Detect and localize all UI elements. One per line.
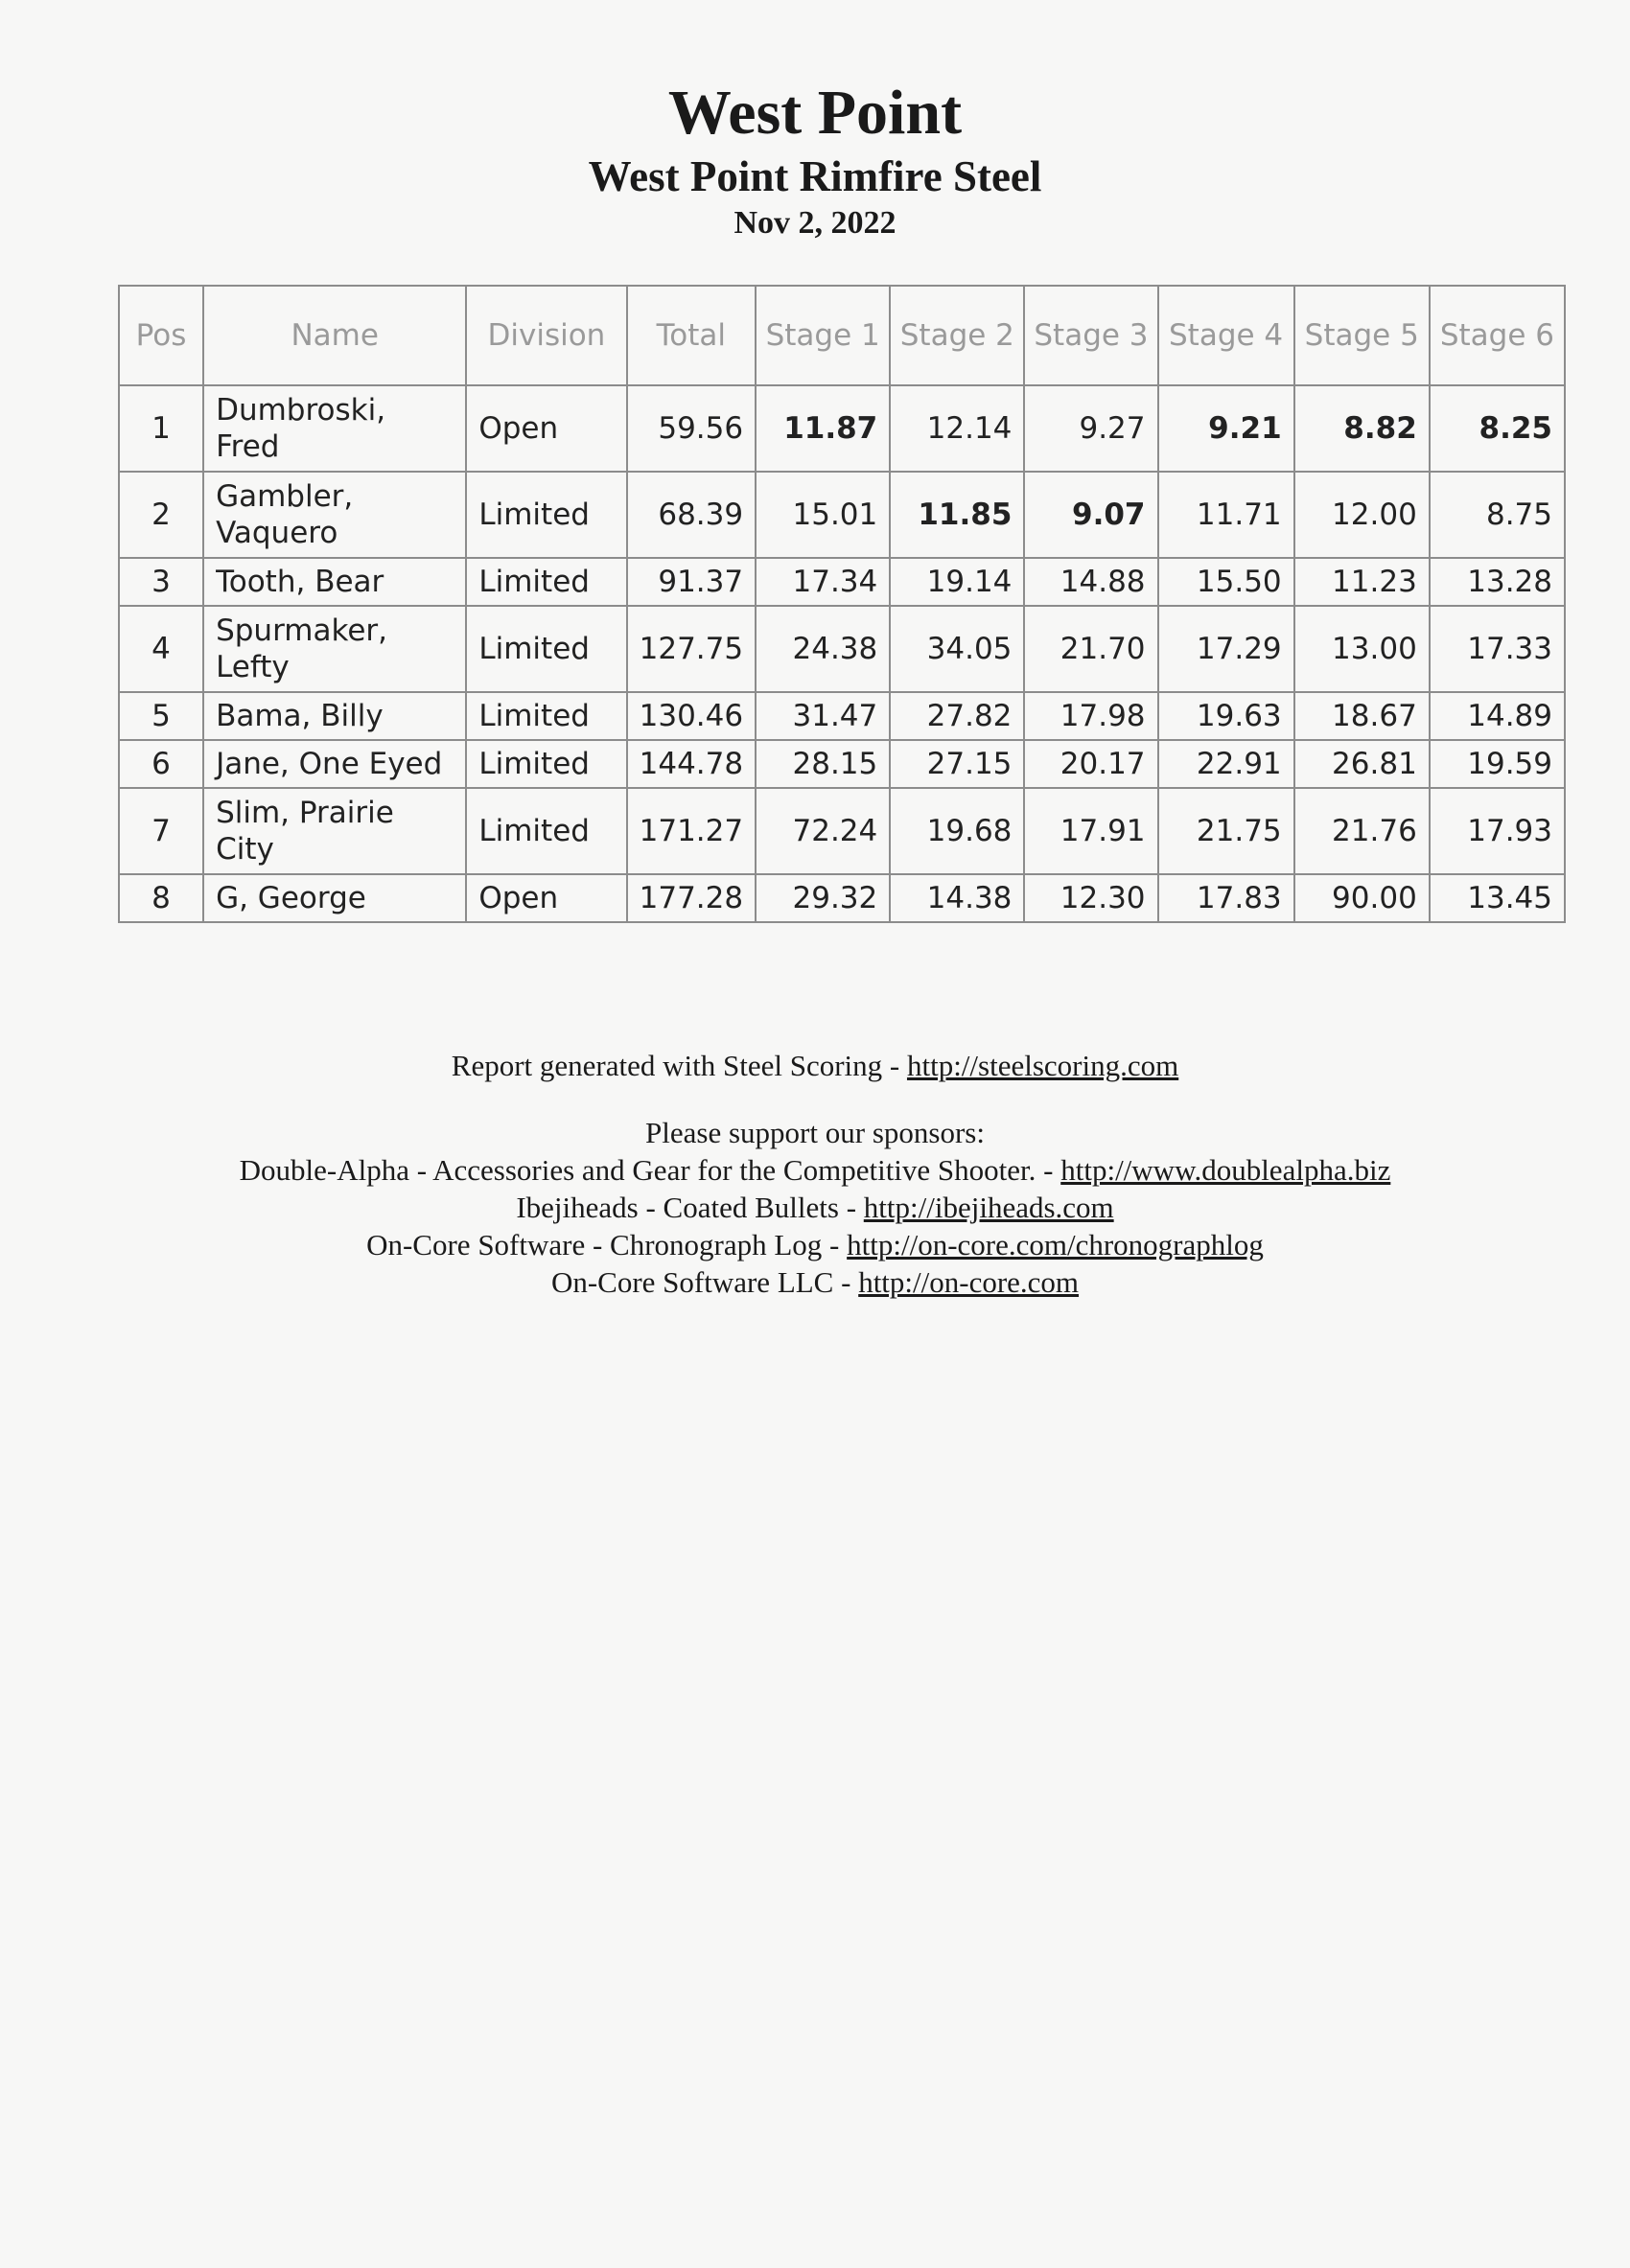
cell-name: Gambler, Vaquero [203, 472, 466, 558]
cell-stage-3: 20.17 [1024, 740, 1157, 788]
cell-stage-5: 90.00 [1294, 874, 1430, 922]
cell-stage-4: 21.75 [1158, 788, 1294, 874]
cell-division: Limited [466, 740, 626, 788]
cell-division: Limited [466, 788, 626, 874]
cell-stage-6: 13.28 [1430, 558, 1565, 606]
cell-name: Spurmaker, Lefty [203, 606, 466, 692]
cell-total: 177.28 [627, 874, 757, 922]
cell-stage-6: 19.59 [1430, 740, 1565, 788]
table-row [119, 874, 1565, 922]
cell-stage-1: 11.87 [756, 385, 890, 472]
cell-stage-6: 8.25 [1430, 385, 1565, 472]
sponsor-link[interactable]: http://www.doublealpha.biz [1060, 1153, 1391, 1187]
cell-stage-2: 11.85 [890, 472, 1024, 558]
page-title: West Point [667, 78, 963, 148]
sponsor-text: On-Core Software LLC - [550, 1265, 859, 1299]
cell-total: 59.56 [627, 385, 757, 472]
cell-stage-1: 29.32 [756, 874, 890, 922]
sponsor-line [0, 1151, 1630, 1189]
cell-total: 91.37 [627, 558, 757, 606]
cell-stage-5: 21.76 [1294, 788, 1430, 874]
cell-stage-2: 27.15 [890, 740, 1024, 788]
cell-pos: 2 [119, 472, 203, 558]
match-date: Nov 2, 2022 [734, 205, 896, 241]
cell-stage-2: 14.38 [890, 874, 1024, 922]
sponsor-link[interactable]: http://on-core.com/chronographlog [847, 1228, 1264, 1261]
cell-stage-5: 11.23 [1294, 558, 1430, 606]
cell-pos: 6 [119, 740, 203, 788]
cell-stage-2: 19.14 [890, 558, 1024, 606]
table-row [119, 692, 1565, 740]
cell-stage-5: 13.00 [1294, 606, 1430, 692]
col-header-stage-3: Stage 3 [1024, 286, 1157, 385]
cell-stage-3: 12.30 [1024, 874, 1157, 922]
sponsor-line [0, 1189, 1630, 1226]
cell-division: Limited [466, 692, 626, 740]
cell-name: Bama, Billy [203, 692, 466, 740]
col-header-stage-2: Stage 2 [890, 286, 1024, 385]
cell-pos: 4 [119, 606, 203, 692]
cell-stage-2: 12.14 [890, 385, 1024, 472]
cell-pos: 7 [119, 788, 203, 874]
cell-name: Dumbroski, Fred [203, 385, 466, 472]
col-header-stage-4: Stage 4 [1158, 286, 1294, 385]
col-header-stage-5: Stage 5 [1294, 286, 1430, 385]
col-header-stage-6: Stage 6 [1430, 286, 1565, 385]
cell-stage-3: 21.70 [1024, 606, 1157, 692]
col-header-division: Division [466, 286, 626, 385]
cell-total: 68.39 [627, 472, 757, 558]
sponsor-text: Double-Alpha - Accessories and Gear for the Competitive Shooter. - [239, 1153, 1061, 1187]
sponsor-link[interactable]: http://ibejiheads.com [863, 1191, 1114, 1224]
sponsor-link[interactable]: http://on-core.com [858, 1265, 1080, 1299]
cell-name: Slim, Prairie City [203, 788, 466, 874]
header-row [119, 286, 1565, 385]
cell-pos: 5 [119, 692, 203, 740]
cell-stage-4: 17.83 [1158, 874, 1294, 922]
cell-pos: 3 [119, 558, 203, 606]
cell-stage-6: 13.45 [1430, 874, 1565, 922]
match-name: West Point Rimfire Steel [588, 152, 1042, 200]
cell-stage-1: 31.47 [756, 692, 890, 740]
cell-pos: 1 [119, 385, 203, 472]
cell-name: Tooth, Bear [203, 558, 466, 606]
cell-stage-6: 14.89 [1430, 692, 1565, 740]
cell-division: Open [466, 385, 626, 472]
cell-total: 171.27 [627, 788, 757, 874]
cell-stage-1: 15.01 [756, 472, 890, 558]
steelscoring-link[interactable]: http://steelscoring.com [906, 1049, 1179, 1082]
report-credit [0, 1047, 1630, 1084]
cell-stage-6: 17.93 [1430, 788, 1565, 874]
cell-stage-3: 14.88 [1024, 558, 1157, 606]
cell-stage-4: 22.91 [1158, 740, 1294, 788]
table-row [119, 740, 1565, 788]
cell-stage-1: 24.38 [756, 606, 890, 692]
results-body [119, 385, 1565, 922]
cell-stage-6: 8.75 [1430, 472, 1565, 558]
col-header-pos: Pos [119, 286, 203, 385]
cell-stage-1: 17.34 [756, 558, 890, 606]
cell-stage-2: 34.05 [890, 606, 1024, 692]
cell-stage-4: 15.50 [1158, 558, 1294, 606]
cell-stage-4: 19.63 [1158, 692, 1294, 740]
cell-total: 144.78 [627, 740, 757, 788]
cell-stage-3: 9.27 [1024, 385, 1157, 472]
cell-total: 130.46 [627, 692, 757, 740]
cell-stage-1: 72.24 [756, 788, 890, 874]
cell-stage-5: 18.67 [1294, 692, 1430, 740]
report-text: Report generated with Steel Scoring - [451, 1049, 907, 1082]
cell-stage-6: 17.33 [1430, 606, 1565, 692]
sponsor-line [0, 1226, 1630, 1263]
sponsors-heading: Please support our sponsors: [645, 1116, 985, 1149]
cell-stage-5: 26.81 [1294, 740, 1430, 788]
col-header-stage-1: Stage 1 [756, 286, 890, 385]
cell-division: Limited [466, 558, 626, 606]
cell-stage-1: 28.15 [756, 740, 890, 788]
results-table [118, 285, 1566, 923]
cell-stage-4: 11.71 [1158, 472, 1294, 558]
cell-stage-2: 19.68 [890, 788, 1024, 874]
cell-stage-3: 9.07 [1024, 472, 1157, 558]
cell-stage-5: 12.00 [1294, 472, 1430, 558]
cell-stage-3: 17.98 [1024, 692, 1157, 740]
cell-division: Open [466, 874, 626, 922]
col-header-name: Name [203, 286, 466, 385]
cell-division: Limited [466, 472, 626, 558]
cell-stage-4: 9.21 [1158, 385, 1294, 472]
sponsor-text: Ibejiheads - Coated Bullets - [516, 1191, 864, 1224]
col-header-total: Total [627, 286, 757, 385]
cell-stage-2: 27.82 [890, 692, 1024, 740]
table-row [119, 606, 1565, 692]
cell-stage-5: 8.82 [1294, 385, 1430, 472]
cell-division: Limited [466, 606, 626, 692]
cell-stage-3: 17.91 [1024, 788, 1157, 874]
table-row [119, 558, 1565, 606]
table-row [119, 385, 1565, 472]
cell-total: 127.75 [627, 606, 757, 692]
table-row [119, 472, 1565, 558]
sponsors-section [0, 1114, 1630, 1301]
cell-stage-4: 17.29 [1158, 606, 1294, 692]
cell-name: G, George [203, 874, 466, 922]
sponsor-text: On-Core Software - Chronograph Log - [366, 1228, 848, 1261]
cell-pos: 8 [119, 874, 203, 922]
table-row [119, 788, 1565, 874]
sponsor-line [0, 1263, 1630, 1301]
cell-name: Jane, One Eyed [203, 740, 466, 788]
